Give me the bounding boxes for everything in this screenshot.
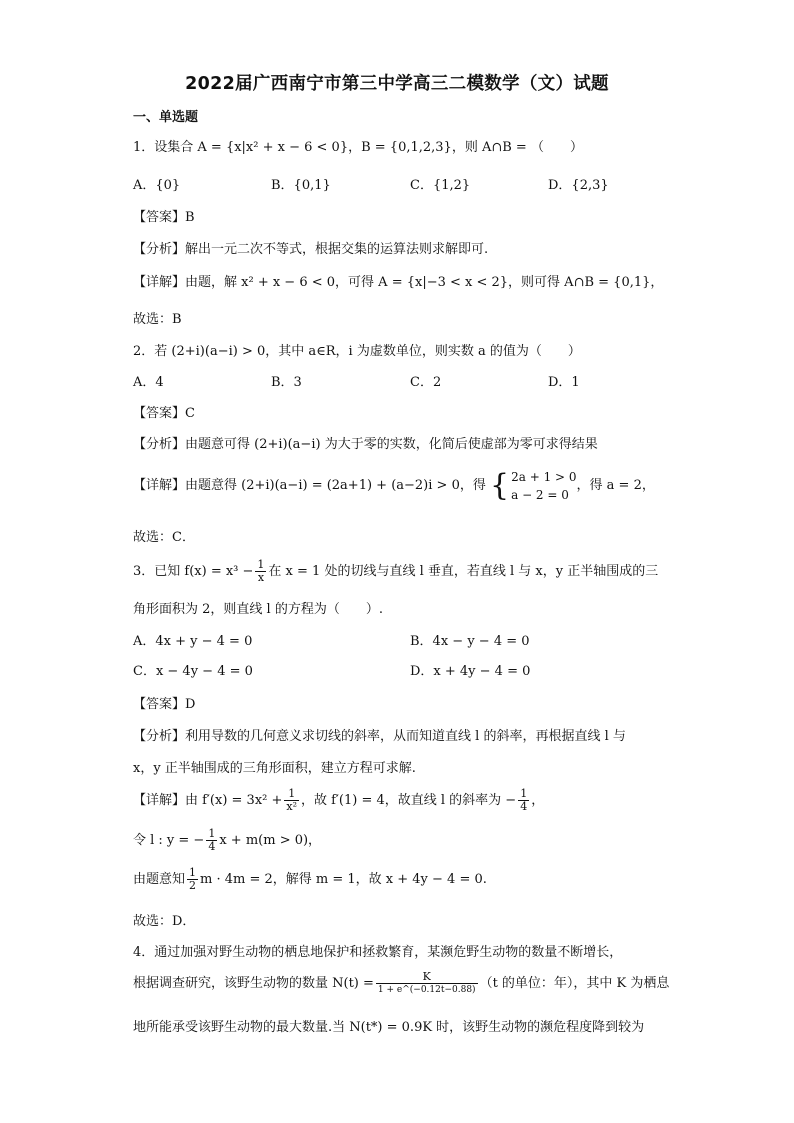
q1-option-a: A．{0} xyxy=(133,178,181,193)
q1-option-d: D．{2,3} xyxy=(548,178,609,193)
system-brace: { xyxy=(490,467,510,503)
q2-analysis xyxy=(133,433,598,452)
q1-analysis xyxy=(133,238,488,257)
q2-option-c: C．2 xyxy=(410,375,442,390)
fraction xyxy=(255,559,266,584)
fraction-denominator: x² xyxy=(286,800,298,813)
answer-value: C xyxy=(185,406,195,421)
q3-option-a: A．4x + y − 4 = 0 xyxy=(133,634,253,649)
answer-value: D xyxy=(185,697,196,712)
fraction-numerator: K xyxy=(376,971,478,984)
fraction xyxy=(206,828,217,853)
fraction-denominator: 4 xyxy=(208,840,216,853)
fraction xyxy=(518,788,529,813)
q4-stem-line-3: 地所能承受该野生动物的最大数量.当 N(t*) = 0.9K 时，该野生动物的濒危程度降到较为 xyxy=(133,1020,645,1035)
q2-answer xyxy=(133,402,195,421)
fraction-numerator: 1 xyxy=(208,827,216,840)
q4-stem-line-1: 4．通过加强对野生动物的栖息地保护和拯救繁育，某濒危野生动物的数量不断增长， xyxy=(133,945,623,960)
fraction xyxy=(187,867,198,892)
q3-detail-line-1 xyxy=(133,787,544,815)
section-heading: 一、单选题 xyxy=(133,110,199,125)
q4-text-end: （t 的单位：年），其中 K 为栖息 xyxy=(479,976,670,991)
q3-option-d: D．x + 4y − 4 = 0 xyxy=(410,664,531,679)
detail-text-end: x + m(m > 0)， xyxy=(219,833,322,848)
q3-stem-line-2: 角形面积为 2，则直线 l 的方程为（ ）. xyxy=(133,602,383,617)
system-line-2: a − 2 = 0 xyxy=(511,487,569,502)
q3-analysis-line-1 xyxy=(133,725,626,744)
q3-stem-line-1 xyxy=(133,558,658,586)
analysis-tag: 【分析】 xyxy=(133,729,186,744)
system-line-1: 2a + 1 > 0 xyxy=(511,469,577,484)
q4-stem-line-2 xyxy=(133,970,669,998)
detail-text: 由题意得 (2+i)(a−i) = (2a+1) + (a−2)i > 0，得 xyxy=(185,478,486,493)
analysis-tag: 【分析】 xyxy=(133,242,186,257)
fraction xyxy=(284,788,299,813)
detail-tag: 【详解】 xyxy=(133,275,186,290)
page-title: 2022届广西南宁市第三中学高三二模数学（文）试题 xyxy=(185,74,609,94)
analysis-text: 由题意可得 (2+i)(a−i) 为大于零的实数，化简后使虚部为零可求得结果 xyxy=(185,437,598,452)
detail-text-end: ， xyxy=(531,793,545,808)
fraction-denominator: 1 + e^(−0.12t−0.88) xyxy=(377,985,476,995)
analysis-tag: 【分析】 xyxy=(133,437,186,452)
q2-conclusion: 故选：C． xyxy=(133,530,195,545)
q1-conclusion: 故选：B xyxy=(133,312,182,327)
q3-stem-start: 3．已知 f(x) = x³ − xyxy=(133,564,254,579)
q3-stem-end: 在 x = 1 处的切线与直线 l 垂直，若直线 l 与 x，y 正半轴围成的三 xyxy=(268,564,659,579)
detail-text: 由题，解 x² + x − 6 < 0，可得 A = {x|−3 < x < 2}，则可得 A∩B = {0,1}， xyxy=(185,275,664,290)
q3-option-b: B．4x − y − 4 = 0 xyxy=(410,634,530,649)
fraction-numerator: 1 xyxy=(189,866,197,879)
q2-option-d: D．1 xyxy=(548,375,580,390)
detail-text-end: ，得 a = 2， xyxy=(576,478,655,493)
fraction-numerator: 1 xyxy=(257,558,265,571)
fraction-denominator: 4 xyxy=(520,800,528,813)
q3-option-c: C．x − 4y − 4 = 0 xyxy=(133,664,253,679)
detail-text-mid: ，故 f′(1) = 4，故直线 l 的斜率为 − xyxy=(301,793,517,808)
fraction-numerator: 1 xyxy=(520,787,528,800)
q2-option-b: B．3 xyxy=(271,375,302,390)
q3-analysis-line-2: x，y 正半轴围成的三角形面积，建立方程可求解. xyxy=(133,761,416,776)
fraction-denominator: x xyxy=(257,571,265,584)
analysis-text: 解出一元二次不等式，根据交集的运算法则求解即可. xyxy=(185,242,489,257)
analysis-text: 利用导数的几何意义求切线的斜率，从而知道直线 l 的斜率，再根据直线 l 与 xyxy=(185,729,626,744)
answer-value: B xyxy=(185,210,195,225)
q2-stem: 2．若 (2+i)(a−i) > 0，其中 a∈R，i 为虚数单位，则实数 a 的值为（ ） xyxy=(133,344,581,359)
q4-text: 根据调查研究，该野生动物的数量 N(t) = xyxy=(133,976,374,991)
detail-tag: 【详解】 xyxy=(133,478,186,493)
fraction-numerator: 1 xyxy=(284,788,299,801)
q2-option-a: A．4 xyxy=(133,375,164,390)
q1-stem: 1．设集合 A = {x|x² + x − 6 < 0}，B = {0,1,2,3}，则 A∩B = （ ） xyxy=(133,140,583,155)
q3-conclusion: 故选：D． xyxy=(133,914,196,929)
q3-answer xyxy=(133,693,195,712)
detail-text: 由题意知 xyxy=(133,872,186,887)
fraction xyxy=(376,971,478,996)
q1-option-c: C．{1,2} xyxy=(410,178,471,193)
q3-detail-line-3 xyxy=(133,866,487,894)
q1-option-b: B．{0,1} xyxy=(271,178,331,193)
answer-tag: 【答案】 xyxy=(133,697,186,712)
q1-detail xyxy=(133,271,663,290)
answer-tag: 【答案】 xyxy=(133,406,186,421)
equation-system xyxy=(511,468,576,504)
q1-answer xyxy=(133,206,195,225)
detail-text: 由 f′(x) = 3x² + xyxy=(185,793,283,808)
q2-detail xyxy=(133,466,655,506)
detail-text: 令 l : y = − xyxy=(133,833,205,848)
detail-text-end: m · 4m = 2，解得 m = 1，故 x + 4y − 4 = 0. xyxy=(200,872,487,887)
detail-tag: 【详解】 xyxy=(133,793,186,808)
q3-detail-line-2 xyxy=(133,827,321,855)
answer-tag: 【答案】 xyxy=(133,210,186,225)
fraction-denominator: 2 xyxy=(189,879,197,892)
